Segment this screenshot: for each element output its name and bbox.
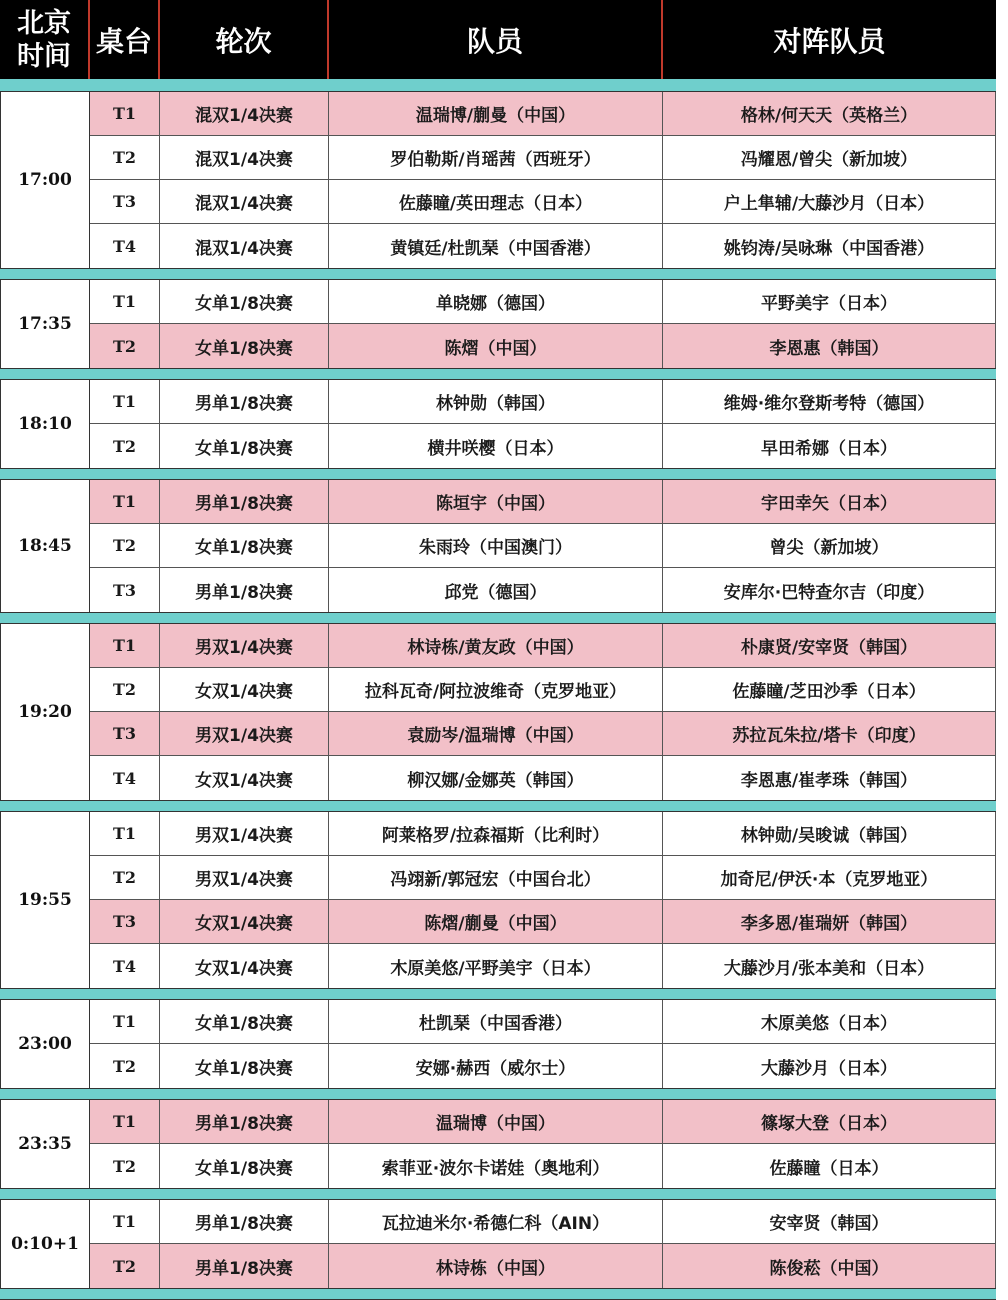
- round-name: 女双1/4决赛: [160, 756, 329, 800]
- players-cell: 柳汉娜/金娜英（韩国）: [329, 756, 663, 800]
- round-name: 女单1/8决赛: [160, 280, 329, 323]
- match-row: [90, 380, 996, 424]
- players-cell: 林钟勋（韩国）: [329, 380, 663, 423]
- group-separator: [0, 79, 996, 92]
- players-cell: 冯翊新/郭冠宏（中国台北）: [329, 856, 663, 899]
- match-row: [90, 424, 996, 468]
- group-separator: [0, 369, 996, 380]
- players-cell: 温瑞博（中国）: [329, 1100, 663, 1143]
- table-number: T1: [90, 1200, 160, 1243]
- match-rows: [90, 812, 996, 988]
- match-row: [90, 900, 996, 944]
- match-row: [90, 624, 996, 668]
- time-slot-group: [0, 624, 996, 801]
- header-table: 桌台: [90, 0, 160, 79]
- match-row: [90, 324, 996, 368]
- match-row: [90, 1200, 996, 1244]
- match-row: [90, 712, 996, 756]
- group-separator: [0, 1189, 996, 1200]
- table-number: T1: [90, 380, 160, 423]
- time-slot-group: [0, 480, 996, 613]
- players-cell: 温瑞博/蒯曼（中国）: [329, 92, 663, 135]
- table-number: T1: [90, 812, 160, 855]
- table-number: T2: [90, 424, 160, 468]
- players-cell: 瓦拉迪米尔·希德仁科（AIN）: [329, 1200, 663, 1243]
- time-slot-label: 19:20: [0, 624, 90, 800]
- time-slot-group: [0, 1000, 996, 1089]
- time-slot-label: 0:10+1: [0, 1200, 90, 1288]
- time-slot-label: 18:45: [0, 480, 90, 612]
- players-cell: 阿莱格罗/拉森福斯（比利时）: [329, 812, 663, 855]
- opponents-cell: 苏拉瓦朱拉/塔卡（印度）: [663, 712, 996, 755]
- table-number: T1: [90, 280, 160, 323]
- round-name: 女单1/8决赛: [160, 1044, 329, 1088]
- time-slot-label: 17:35: [0, 280, 90, 368]
- table-number: T2: [90, 1244, 160, 1288]
- match-rows: [90, 92, 996, 268]
- round-name: 女双1/4决赛: [160, 944, 329, 988]
- match-row: [90, 1100, 996, 1144]
- time-slot-label: 17:00: [0, 92, 90, 268]
- header-round: 轮次: [160, 0, 329, 79]
- opponents-cell: 曾尖（新加坡）: [663, 524, 996, 567]
- match-row: [90, 812, 996, 856]
- time-slot-label: 23:35: [0, 1100, 90, 1188]
- match-row: [90, 1000, 996, 1044]
- players-cell: 索菲亚·波尔卡诺娃（奥地利）: [329, 1144, 663, 1188]
- opponents-cell: 佐藤瞳（日本）: [663, 1144, 996, 1188]
- table-number: T3: [90, 712, 160, 755]
- match-row: [90, 92, 996, 136]
- opponents-cell: 大藤沙月/张本美和（日本）: [663, 944, 996, 988]
- table-number: T2: [90, 524, 160, 567]
- opponents-cell: 林钟勋/吴晙诚（韩国）: [663, 812, 996, 855]
- round-name: 男单1/8决赛: [160, 1100, 329, 1143]
- match-row: [90, 136, 996, 180]
- table-number: T2: [90, 1044, 160, 1088]
- table-number: T2: [90, 668, 160, 711]
- group-separator: [0, 801, 996, 812]
- time-slot-group: [0, 812, 996, 989]
- players-cell: 邱党（德国）: [329, 568, 663, 612]
- players-cell: 朱雨玲（中国澳门）: [329, 524, 663, 567]
- match-row: [90, 944, 996, 988]
- opponents-cell: 朴康贤/安宰贤（韩国）: [663, 624, 996, 667]
- round-name: 混双1/4决赛: [160, 224, 329, 268]
- time-slot-label: 18:10: [0, 380, 90, 468]
- table-number: T1: [90, 480, 160, 523]
- match-row: [90, 1244, 996, 1288]
- time-slot-group: [0, 92, 996, 269]
- round-name: 男双1/4决赛: [160, 812, 329, 855]
- header-opponents: 对阵队员: [773, 24, 886, 58]
- players-cell: 安娜·赫西（威尔士）: [329, 1044, 663, 1088]
- table-number: T4: [90, 944, 160, 988]
- players-cell: 陈熠/蒯曼（中国）: [329, 900, 663, 943]
- match-row: [90, 480, 996, 524]
- schedule-body: [0, 79, 996, 1300]
- players-cell: 陈熠（中国）: [329, 324, 663, 368]
- round-name: 女单1/8决赛: [160, 524, 329, 567]
- match-row: [90, 524, 996, 568]
- round-name: 女单1/8决赛: [160, 324, 329, 368]
- table-number: T1: [90, 1100, 160, 1143]
- match-row: [90, 856, 996, 900]
- header-time-line2: 时间: [17, 40, 71, 72]
- match-rows: [90, 280, 996, 368]
- opponents-cell: 冯耀恩/曾尖（新加坡）: [663, 136, 996, 179]
- table-number: T2: [90, 136, 160, 179]
- table-number: T3: [90, 900, 160, 943]
- round-name: 女单1/8决赛: [160, 424, 329, 468]
- round-name: 男双1/4决赛: [160, 712, 329, 755]
- match-rows: [90, 1100, 996, 1188]
- players-cell: 黄镇廷/杜凯琹（中国香港）: [329, 224, 663, 268]
- time-slot-group: [0, 380, 996, 469]
- players-cell: 陈垣宇（中国）: [329, 480, 663, 523]
- group-separator: [0, 613, 996, 624]
- round-name: 混双1/4决赛: [160, 136, 329, 179]
- match-row: [90, 1144, 996, 1188]
- players-cell: 拉科瓦奇/阿拉波维奇（克罗地亚）: [329, 668, 663, 711]
- round-name: 男双1/4决赛: [160, 856, 329, 899]
- table-number: T2: [90, 856, 160, 899]
- players-cell: 林诗栋（中国）: [329, 1244, 663, 1288]
- group-separator: [0, 469, 996, 480]
- round-name: 男单1/8决赛: [160, 1200, 329, 1243]
- opponents-cell: 户上隼辅/大藤沙月（日本）: [663, 180, 996, 223]
- table-number: T4: [90, 756, 160, 800]
- group-separator: [0, 269, 996, 280]
- opponents-cell: 李多恩/崔瑞妍（韩国）: [663, 900, 996, 943]
- group-separator: [0, 1089, 996, 1100]
- match-rows: [90, 1000, 996, 1088]
- players-cell: 罗伯勒斯/肖瑶茜（西班牙）: [329, 136, 663, 179]
- opponents-cell: 李恩惠/崔孝珠（韩国）: [663, 756, 996, 800]
- match-rows: [90, 380, 996, 468]
- match-row: [90, 668, 996, 712]
- round-name: 女单1/8决赛: [160, 1000, 329, 1043]
- table-number: T1: [90, 92, 160, 135]
- opponents-cell: 木原美悠（日本）: [663, 1000, 996, 1043]
- round-name: 男单1/8决赛: [160, 480, 329, 523]
- match-row: [90, 568, 996, 612]
- opponents-cell: 维姆·维尔登斯考特（德国）: [663, 380, 996, 423]
- table-number: T1: [90, 624, 160, 667]
- match-row: [90, 1044, 996, 1088]
- match-rows: [90, 1200, 996, 1288]
- match-rows: [90, 480, 996, 612]
- time-slot-group: [0, 280, 996, 369]
- time-slot-group: [0, 1200, 996, 1289]
- match-row: [90, 280, 996, 324]
- match-row: [90, 224, 996, 268]
- opponents-cell: 宇田幸矢（日本）: [663, 480, 996, 523]
- table-number: T2: [90, 1144, 160, 1188]
- round-name: 男单1/8决赛: [160, 568, 329, 612]
- group-separator: [0, 1289, 996, 1300]
- opponents-cell: 安库尔·巴特查尔吉（印度）: [663, 568, 996, 612]
- table-number: T3: [90, 180, 160, 223]
- players-cell: 木原美悠/平野美宇（日本）: [329, 944, 663, 988]
- opponents-cell: 姚钧涛/吴咏琳（中国香港）: [663, 224, 996, 268]
- table-number: T2: [90, 324, 160, 368]
- group-separator: [0, 989, 996, 1000]
- table-number: T1: [90, 1000, 160, 1043]
- round-name: 男单1/8决赛: [160, 380, 329, 423]
- opponents-cell: 加奇尼/伊沃·本（克罗地亚）: [663, 856, 996, 899]
- round-name: 混双1/4决赛: [160, 92, 329, 135]
- opponents-cell: 格林/何天天（英格兰）: [663, 92, 996, 135]
- table-number: T3: [90, 568, 160, 612]
- time-slot-group: [0, 1100, 996, 1189]
- round-name: 女单1/8决赛: [160, 1144, 329, 1188]
- time-slot-label: 19:55: [0, 812, 90, 988]
- players-cell: 横井咲樱（日本）: [329, 424, 663, 468]
- header-beijing-time: [0, 0, 90, 79]
- table-header: [0, 0, 996, 79]
- players-cell: 杜凯琹（中国香港）: [329, 1000, 663, 1043]
- players-cell: 单晓娜（德国）: [329, 280, 663, 323]
- header-time-line1: 北京: [17, 7, 71, 39]
- round-name: 男双1/4决赛: [160, 624, 329, 667]
- opponents-cell: 篠塚大登（日本）: [663, 1100, 996, 1143]
- match-rows: [90, 624, 996, 800]
- round-name: 女双1/4决赛: [160, 668, 329, 711]
- opponents-cell: 平野美宇（日本）: [663, 280, 996, 323]
- round-name: 混双1/4决赛: [160, 180, 329, 223]
- match-row: [90, 756, 996, 800]
- opponents-cell: 佐藤瞳/芝田沙季（日本）: [663, 668, 996, 711]
- players-cell: 林诗栋/黄友政（中国）: [329, 624, 663, 667]
- opponents-cell: 陈俊菘（中国）: [663, 1244, 996, 1288]
- opponents-cell: 李恩惠（韩国）: [663, 324, 996, 368]
- opponents-cell: 早田希娜（日本）: [663, 424, 996, 468]
- opponents-cell: 安宰贤（韩国）: [663, 1200, 996, 1243]
- players-cell: 佐藤瞳/英田理志（日本）: [329, 180, 663, 223]
- header-players: 队员: [329, 0, 663, 79]
- time-slot-label: 23:00: [0, 1000, 90, 1088]
- match-row: [90, 180, 996, 224]
- round-name: 女双1/4决赛: [160, 900, 329, 943]
- table-number: T4: [90, 224, 160, 268]
- opponents-cell: 大藤沙月（日本）: [663, 1044, 996, 1088]
- players-cell: 袁励岑/温瑞博（中国）: [329, 712, 663, 755]
- round-name: 男单1/8决赛: [160, 1244, 329, 1288]
